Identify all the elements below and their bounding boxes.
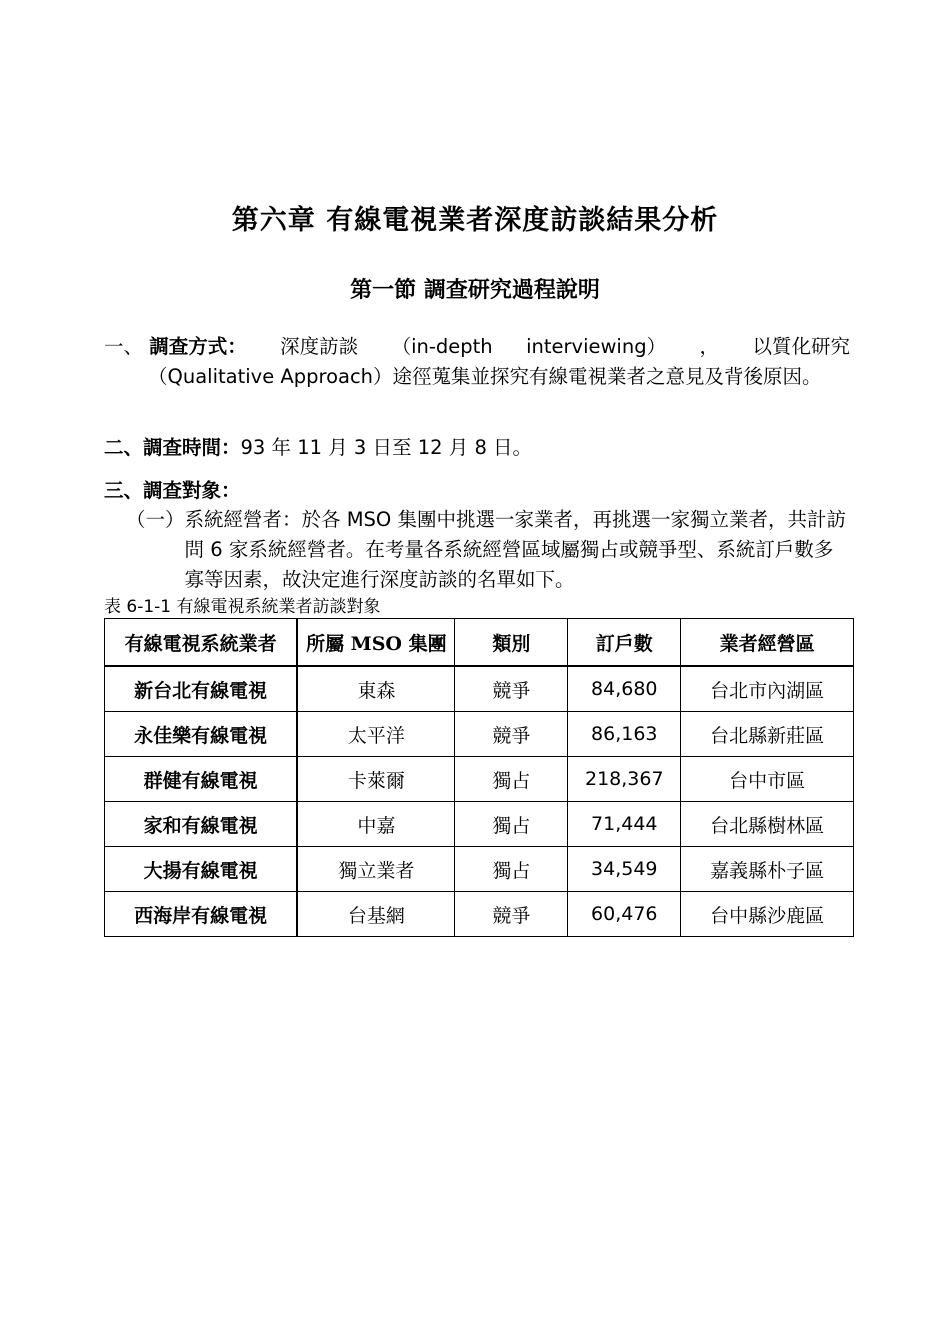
survey-method-paragraph bbox=[104, 332, 850, 392]
table-cell: 台北縣樹林區 bbox=[681, 802, 854, 847]
item-number: 一、 bbox=[104, 335, 144, 358]
operator-name-cell: 群健有線電視 bbox=[105, 757, 298, 802]
table-cell: 獨占 bbox=[455, 847, 568, 892]
table-cell: 60,476 bbox=[568, 892, 681, 937]
table-cell: 獨立業者 bbox=[297, 847, 455, 892]
chapter-title: 第六章 有線電視業者深度訪談結果分析 bbox=[231, 205, 719, 236]
item-label: 調查方式： bbox=[149, 335, 247, 358]
text-part: 深度訪談 bbox=[280, 335, 359, 358]
interview-targets-table bbox=[104, 618, 854, 937]
text-part: （in-depth bbox=[391, 335, 493, 358]
operator-name-cell: 新台北有線電視 bbox=[105, 666, 298, 712]
table-cell: 84,680 bbox=[568, 666, 681, 712]
sub-item-number: （一） bbox=[126, 508, 185, 531]
column-header: 所屬 MSO 集團 bbox=[297, 619, 455, 667]
table-row bbox=[105, 666, 854, 712]
item-label: 二、調查時間： bbox=[104, 436, 241, 459]
table-cell: 太平洋 bbox=[297, 712, 455, 757]
table-cell: 東森 bbox=[297, 666, 455, 712]
column-header: 類別 bbox=[455, 619, 568, 667]
survey-time-paragraph bbox=[104, 433, 850, 463]
table-cell: 競爭 bbox=[455, 666, 568, 712]
column-header: 業者經營區 bbox=[681, 619, 854, 667]
table-cell: 86,163 bbox=[568, 712, 681, 757]
table-cell: 中嘉 bbox=[297, 802, 455, 847]
table-cell: 獨占 bbox=[455, 802, 568, 847]
table-cell: 71,444 bbox=[568, 802, 681, 847]
table-row bbox=[105, 757, 854, 802]
table-cell: 台基網 bbox=[297, 892, 455, 937]
table-header-row bbox=[105, 619, 854, 667]
table-cell: 台中縣沙鹿區 bbox=[681, 892, 854, 937]
table-row bbox=[105, 802, 854, 847]
survey-target-heading bbox=[104, 476, 850, 506]
item-label: 三、調查對象： bbox=[104, 479, 241, 502]
table-row bbox=[105, 712, 854, 757]
sub-item-text: 系統經營者：於各 MSO 集團中挑選一家業者，再挑選一家獨立業者，共計訪問 6 家系統經營者。在考量各系統經營區域屬獨占或競爭型、系統訂戶數多寡等因素，故決定進行深度訪談的名單如下。 bbox=[184, 508, 846, 591]
operator-name-cell: 西海岸有線電視 bbox=[105, 892, 298, 937]
system-operator-paragraph bbox=[126, 505, 850, 595]
text-part: 以質化研究 bbox=[752, 335, 850, 358]
column-header: 有線電視系統業者 bbox=[105, 619, 298, 667]
table-cell: 台中市區 bbox=[681, 757, 854, 802]
text-part: ， bbox=[699, 335, 720, 358]
item-text: （Qualitative Approach）途徑蒐集並探究有線電視業者之意見及背後原因。 bbox=[148, 365, 822, 388]
table-row bbox=[105, 892, 854, 937]
text-part: interviewing） bbox=[526, 335, 667, 358]
operator-name-cell: 家和有線電視 bbox=[105, 802, 298, 847]
table-cell: 獨占 bbox=[455, 757, 568, 802]
section-title: 第一節 調查研究過程說明 bbox=[350, 277, 600, 303]
table-caption: 表 6-1-1 有線電視系統業者訪談對象 bbox=[104, 597, 381, 617]
column-header: 訂戶數 bbox=[568, 619, 681, 667]
operator-name-cell: 永佳樂有線電視 bbox=[105, 712, 298, 757]
operator-name-cell: 大揚有線電視 bbox=[105, 847, 298, 892]
table-cell: 台北市內湖區 bbox=[681, 666, 854, 712]
item-text: 93 年 11 月 3 日至 12 月 8 日。 bbox=[240, 436, 533, 459]
table-cell: 34,549 bbox=[568, 847, 681, 892]
table-cell: 218,367 bbox=[568, 757, 681, 802]
table-row bbox=[105, 847, 854, 892]
table-cell: 嘉義縣朴子區 bbox=[681, 847, 854, 892]
table-cell: 競爭 bbox=[455, 892, 568, 937]
table-cell: 台北縣新莊區 bbox=[681, 712, 854, 757]
table-cell: 卡萊爾 bbox=[297, 757, 455, 802]
table-cell: 競爭 bbox=[455, 712, 568, 757]
